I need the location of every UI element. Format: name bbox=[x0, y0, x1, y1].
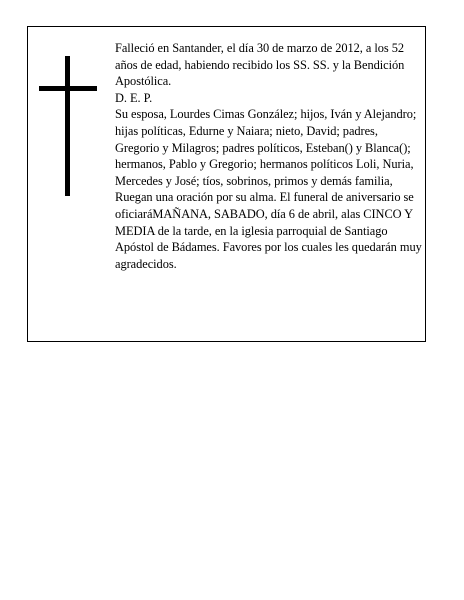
funeral-details: Ruegan una oración por su alma. El funeral de aniversario se oficiaráMAÑANA, SABADO, día 6 de abril, alas CINCO Y MEDIA de la tarde, en la iglesia parroquial de Santiago Apóstol de Bádames. Favores por los cuales les quedarán muy agradecidos. bbox=[115, 190, 422, 271]
rest-in-peace: D. E. P. bbox=[115, 90, 153, 105]
cross-horizontal-bar bbox=[39, 86, 97, 91]
notice-text bbox=[115, 40, 423, 272]
cross-icon bbox=[39, 56, 97, 196]
cross-vertical-bar bbox=[65, 56, 70, 196]
death-announcement: Falleció en Santander, el día 30 de marzo de 2012, a los 52 años de edad, habiendo recibido los SS. SS. y la Bendición Apostólica. bbox=[115, 41, 405, 89]
obituary-notice bbox=[27, 26, 426, 342]
family-list: Su esposa, Lourdes Cimas González; hijos, Iván y Alejandro; hijas políticas, Edurne y Naiara; nieto, David; padres, Gregorio y Milagros; padres políticos, Esteban() y Blanca(); hermanos, Pablo y Gregorio; hermanos políticos Loli, Nuria, Mercedes y José; tíos, sobrinos, primos y demás familia, bbox=[115, 107, 417, 188]
